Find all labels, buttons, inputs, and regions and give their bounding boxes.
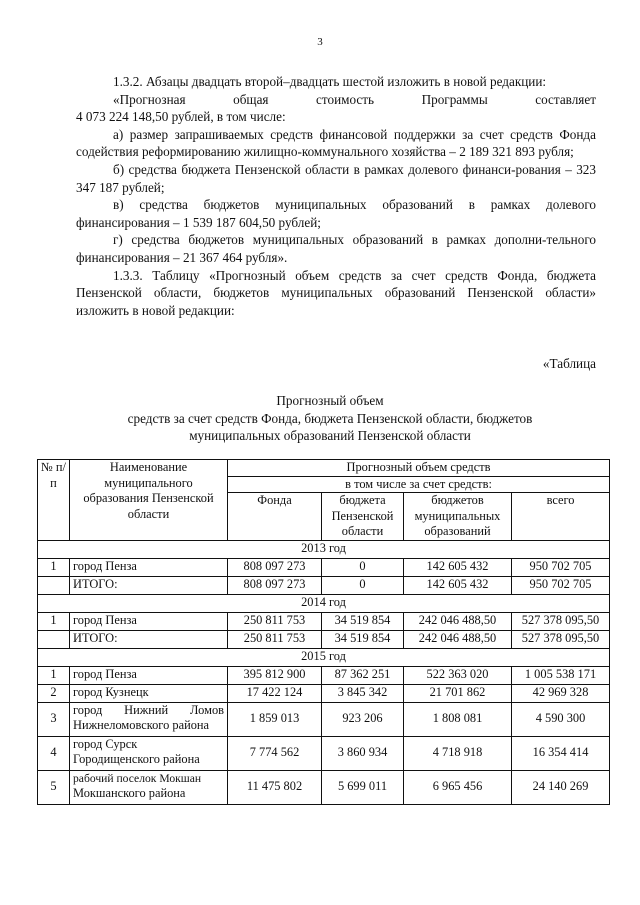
paragraph-total-cost-line1 [76, 91, 596, 109]
table-row [38, 702, 610, 736]
table-row [38, 558, 610, 576]
header-municipal: бюджетов муниципальных образований [404, 493, 512, 541]
cell-municipal: 21 701 862 [404, 684, 512, 702]
cell-regional: 923 206 [322, 702, 404, 736]
cell-municipal: 242 046 488,50 [404, 612, 512, 630]
cell-fund: 7 774 562 [228, 736, 322, 770]
cell-num: 4 [38, 736, 70, 770]
header-total: всего [512, 493, 610, 541]
word: Программы [421, 91, 488, 107]
word: Нижний [124, 702, 169, 717]
year-row-2015: 2015 год [38, 648, 610, 666]
table-row [38, 612, 610, 630]
table-row [38, 576, 610, 594]
cell-total: 950 702 705 [512, 576, 610, 594]
cell-regional: 87 362 251 [322, 666, 404, 684]
cell-fund: 17 422 124 [228, 684, 322, 702]
cell-total: 527 378 095,50 [512, 612, 610, 630]
cell-regional: 5 699 011 [322, 770, 404, 804]
cell-total: 1 005 538 171 [512, 666, 610, 684]
cell-total: 16 354 414 [512, 736, 610, 770]
year-row-2014: 2014 год [38, 594, 610, 612]
cell-fund: 395 812 900 [228, 666, 322, 684]
table-row [38, 684, 610, 702]
word: «Прогнозная [113, 91, 186, 107]
cell-fund: 808 097 273 [228, 576, 322, 594]
cell-regional: 3 845 342 [322, 684, 404, 702]
cell-name [70, 736, 228, 770]
cell-fund: 1 859 013 [228, 702, 322, 736]
cell-total: 4 590 300 [512, 702, 610, 736]
word: Ломов [190, 702, 224, 717]
table-title-line: Прогнозный объем [276, 393, 384, 408]
page-number: 3 [317, 36, 323, 48]
cell-total: 42 969 328 [512, 684, 610, 702]
cell-municipal: 142 605 432 [404, 576, 512, 594]
cell-name-line2: Нижнеломовского района [73, 718, 210, 732]
paragraph-item-b: б) средства бюджета Пензенской области в рамках долевого финанси-рования – 323 347 187 рублей; [76, 161, 596, 195]
cell-name-line2: Городищенского района [73, 752, 200, 766]
cell-num: 1 [38, 558, 70, 576]
paragraph-item-v: в) средства бюджетов муниципальных образований в рамках долевого финансирования – 1 539 187 604,50 рублей; [76, 197, 596, 230]
cell-name: город Пенза [70, 666, 228, 684]
header-num: № п/п [38, 460, 70, 541]
cell-num [38, 630, 70, 648]
paragraph-1-3-3: 1.3.3. Таблицу «Прогнозный объем средств за счет средств Фонда, бюджета Пензенской области, бюджетов муниципальных образований Пензенской области» изложить в новой редакции: [76, 267, 596, 318]
table-row [38, 770, 610, 804]
funding-table [37, 459, 610, 805]
header-fund: Фонда [228, 493, 322, 541]
header-forecast: Прогнозный объем средств [228, 460, 610, 477]
paragraph-1-3-2: 1.3.2. Абзацы двадцать второй–двадцать шестой изложить в новой редакции: [113, 74, 547, 89]
header-including: в том числе за счет средств: [228, 476, 610, 493]
cell-name [70, 770, 228, 804]
table-title-line: средств за счет средств Фонда, бюджета Пензенской области, бюджетов [127, 410, 533, 426]
cell-name: город Пенза [70, 558, 228, 576]
word: общая [233, 91, 269, 107]
cell-name-line2: Мокшанского района [73, 786, 186, 800]
cell-fund: 250 811 753 [228, 612, 322, 630]
cell-fund: 11 475 802 [228, 770, 322, 804]
table-row [38, 736, 610, 770]
table-row [38, 630, 610, 648]
table-label: «Таблица [542, 356, 596, 371]
cell-name-line1: город Сурск [73, 736, 138, 751]
cell-regional: 0 [322, 558, 404, 576]
cell-name [70, 702, 228, 736]
cell-regional: 34 519 854 [322, 612, 404, 630]
cell-name: город Пенза [70, 612, 228, 630]
paragraph-total-cost-line2: 4 073 224 148,50 рублей, в том числе: [76, 109, 286, 125]
cell-regional: 0 [322, 576, 404, 594]
cell-num: 5 [38, 770, 70, 804]
cell-total: 950 702 705 [512, 558, 610, 576]
cell-total: 24 140 269 [512, 770, 610, 804]
cell-regional: 3 860 934 [322, 736, 404, 770]
cell-num [38, 576, 70, 594]
cell-num: 1 [38, 612, 70, 630]
cell-municipal: 242 046 488,50 [404, 630, 512, 648]
word: город [73, 702, 103, 717]
table-title [60, 392, 600, 445]
cell-num: 3 [38, 702, 70, 736]
cell-name: ИТОГО: [70, 630, 228, 648]
paragraph-item-g: г) средства бюджетов муниципальных образований в рамках дополни-тельного финансирования – 21 367 464 рубля». [76, 232, 596, 265]
cell-fund: 250 811 753 [228, 630, 322, 648]
cell-municipal: 142 605 432 [404, 558, 512, 576]
document-body [76, 73, 596, 319]
table-row [38, 666, 610, 684]
cell-regional: 34 519 854 [322, 630, 404, 648]
cell-name: город Кузнецк [70, 684, 228, 702]
word: составляет [535, 91, 596, 107]
cell-name-line1 [73, 703, 224, 719]
cell-num: 1 [38, 666, 70, 684]
word: стоимость [316, 91, 375, 107]
cell-name-line1: рабочий поселок Мокшан [73, 771, 202, 785]
year-row-2013: 2013 год [38, 540, 610, 558]
cell-num: 2 [38, 684, 70, 702]
header-regional: бюджета Пензенской области [322, 493, 404, 541]
header-name: Наименование муниципального образования Пензенской области [70, 460, 228, 541]
cell-municipal: 4 718 918 [404, 736, 512, 770]
cell-fund: 808 097 273 [228, 558, 322, 576]
table-title-line: муниципальных образований Пензенской области [189, 428, 471, 444]
paragraph-item-a: а) размер запрашиваемых средств финансовой поддержки за счет средств Фонда содействия реформированию жилищно-коммунального хозяйства – 2 189 321 893 рубля; [76, 126, 596, 160]
cell-total: 527 378 095,50 [512, 630, 610, 648]
cell-municipal: 1 808 081 [404, 702, 512, 736]
cell-municipal: 6 965 456 [404, 770, 512, 804]
cell-municipal: 522 363 020 [404, 666, 512, 684]
cell-name: ИТОГО: [70, 576, 228, 594]
